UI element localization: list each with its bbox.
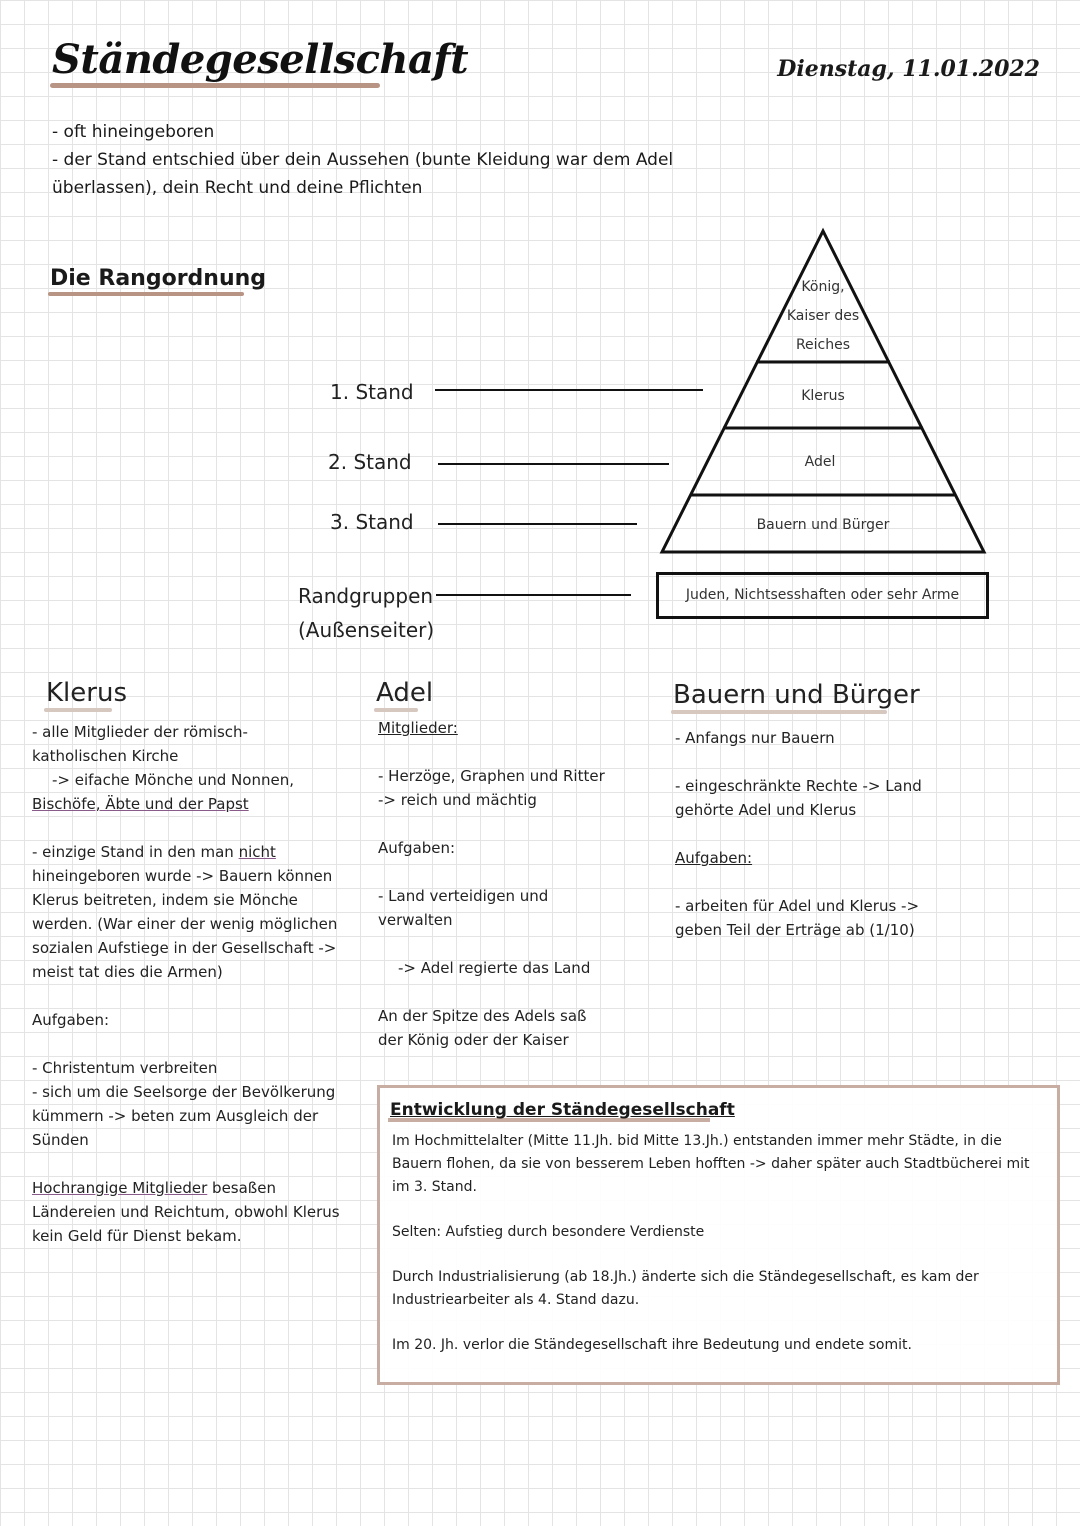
text-line: -> eifache Mönche und Nonnen, <box>52 771 294 789</box>
paragraph: Im Hochmittelalter (Mitte 11.Jh. bid Mitte 13.Jh.) entstanden immer mehr Städte, in die Bauern flohen, da sie von besserem Leben hofften -> daher später auch Stadtbücherei mit im 3. Stand. <box>392 1133 1030 1195</box>
text-line: verwalten <box>378 911 453 929</box>
text-line: - sich um die Seelsorge der Bevölkerung <box>32 1083 336 1101</box>
text-line: - Christentum verbreiten <box>32 1059 218 1077</box>
intro-line: - oft hineingeboren <box>52 122 215 142</box>
text-line: - einzige Stand in den man nicht <box>32 843 276 861</box>
paragraph: Im 20. Jh. verlor die Ständegesellschaft ihre Bedeutung und endete somit. <box>392 1337 912 1353</box>
page-title: Ständegesellschaft <box>52 36 469 83</box>
text-line: Bischöfe, Äbte und der Papst <box>32 795 249 813</box>
label-aussenseiter: (Außenseiter) <box>298 618 435 642</box>
entwicklung-body <box>392 1130 1042 1379</box>
text-line: Mitglieder: <box>378 719 458 737</box>
paragraph: Selten: Aufstieg durch besondere Verdienste <box>392 1224 705 1240</box>
bauern-heading: Bauern und Bürger <box>673 680 920 710</box>
text-line: Aufgaben: <box>378 839 456 857</box>
date: Dienstag, 11.01.2022 <box>777 56 1040 82</box>
text-line: meist tat dies die Armen) <box>32 963 223 981</box>
klerus-column <box>32 720 362 1248</box>
text-line: kümmern -> beten zum Ausgleich der <box>32 1107 319 1125</box>
label-stand-1: 1. Stand <box>330 380 414 404</box>
adel-column <box>378 716 668 1052</box>
adel-heading-underline <box>374 708 418 712</box>
text-line: An der Spitze des Adels saß <box>378 1007 587 1025</box>
text-line: - Herzöge, Graphen und Ritter <box>378 767 605 785</box>
label-randgruppen: Randgruppen <box>298 584 434 608</box>
text-line: -> Adel regierte das Land <box>398 959 591 977</box>
text-line: geben Teil der Erträge ab (1/10) <box>675 921 915 939</box>
adel-heading: Adel <box>376 678 434 708</box>
text-line: - eingeschränkte Rechte -> Land <box>675 777 922 795</box>
paragraph: Durch Industrialisierung (ab 18.Jh.) änderte sich die Ständegesellschaft, es kam der Industriearbeiter als 4. Stand dazu. <box>392 1269 979 1308</box>
label-stand-2: 2. Stand <box>328 450 412 474</box>
text-line: Hochrangige Mitglieder besaßen <box>32 1179 276 1197</box>
text-line: - Land verteidigen und <box>378 887 549 905</box>
bauern-column <box>675 726 975 942</box>
bauern-heading-underline <box>671 710 887 714</box>
entwicklung-title: Entwicklung der Ständegesellschaft <box>390 1100 735 1120</box>
pyramid-top-line: König, <box>801 279 845 295</box>
text-line: gehörte Adel und Klerus <box>675 801 857 819</box>
text-line: Sünden <box>32 1131 89 1149</box>
randgruppen-box: Juden, Nichtsesshaften oder sehr Arme <box>656 572 989 619</box>
intro-line: - der Stand entschied über dein Aussehen (bunte Kleidung war dem Adel <box>52 150 674 170</box>
pyramid-tier-klerus: Klerus <box>801 388 845 404</box>
text-line: Klerus beitreten, indem sie Mönche <box>32 891 298 909</box>
text-line: - arbeiten für Adel und Klerus -> <box>675 897 920 915</box>
klerus-heading: Klerus <box>46 678 127 708</box>
entwicklung-box <box>377 1085 1060 1385</box>
text-line: -> reich und mächtig <box>378 791 537 809</box>
text-line: der König oder der Kaiser <box>378 1031 569 1049</box>
pyramid-tier-bauern: Bauern und Bürger <box>756 517 890 533</box>
pyramid-top-line: Kaiser des <box>786 308 860 324</box>
label-stand-3: 3. Stand <box>330 510 414 534</box>
pyramid-tier-adel: Adel <box>804 454 836 470</box>
text-line: werden. (War einer der wenig möglichen <box>32 915 338 933</box>
text-line: hineingeboren wurde -> Bauern können <box>32 867 333 885</box>
pyramid-top-line: Reiches <box>795 337 851 353</box>
text-line: sozialen Aufstiege in der Gesellschaft -> <box>32 939 337 957</box>
klerus-heading-underline <box>44 708 112 712</box>
text-line: - Anfangs nur Bauern <box>675 729 835 747</box>
text-line: Aufgaben: <box>675 849 753 867</box>
text-line: Aufgaben: <box>32 1011 110 1029</box>
text-line: kein Geld für Dienst bekam. <box>32 1227 242 1245</box>
intro-line: überlassen), dein Recht und deine Pflichten <box>52 178 423 198</box>
rangordnung-heading: Die Rangordnung <box>50 266 267 291</box>
text-line: katholischen Kirche <box>32 747 179 765</box>
text-line: - alle Mitglieder der römisch- <box>32 723 248 741</box>
text-line: Ländereien und Reichtum, obwohl Klerus <box>32 1203 340 1221</box>
